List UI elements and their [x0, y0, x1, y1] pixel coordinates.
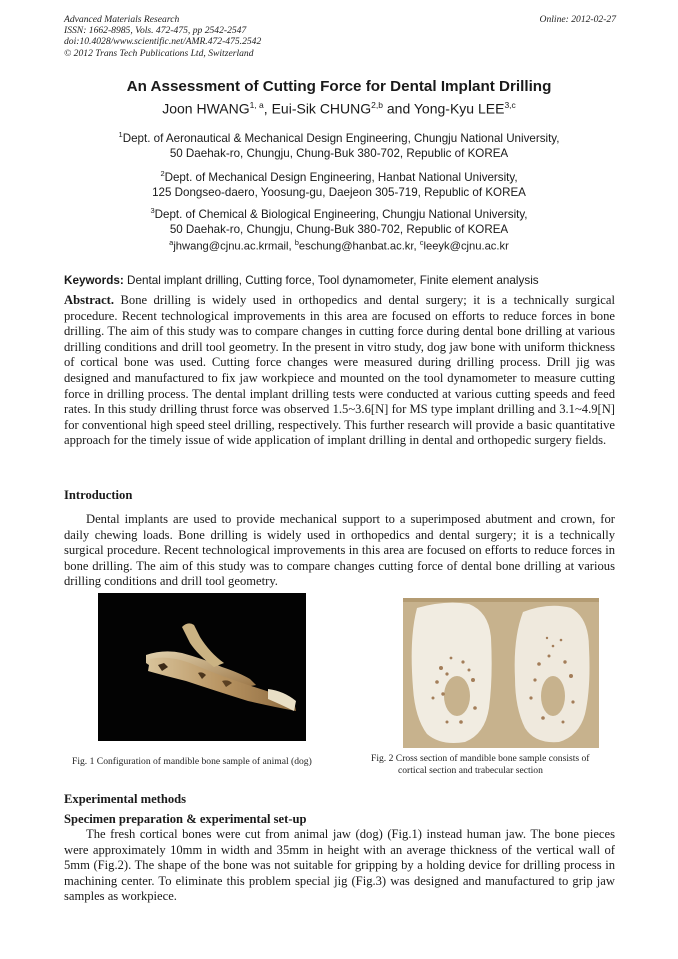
online-date: Online: 2012-02-27 [539, 14, 616, 25]
specimen-paragraph: The fresh cortical bones were cut from animal jaw (dog) (Fig.1) instead human jaw. The bone pieces were approximately 10mm in width and 35mm in height with an average thickness of the vertical wall of 5mm (Fig.2). The shape of the bone was not suitable for gripping by a holding device for drilling process in machining center. To eliminate this problem special jig (Fig.3) was designed and manufactured to grip jaw samples as workpiece. [64, 827, 615, 904]
author-list [0, 100, 678, 117]
affiliation-line: Dept. of Aeronautical & Mechanical Design Engineering, Chungju National University, [122, 131, 560, 145]
figure-2-caption-line: Fig. 2 Cross section of mandible bone sample consists of [371, 753, 590, 764]
email-superscript: a [169, 238, 174, 247]
affiliation-superscript: 2 [160, 169, 165, 178]
affiliation [40, 127, 638, 162]
affiliation [40, 166, 638, 201]
author-separator: and [382, 100, 414, 117]
email-link[interactable]: jhwang@cjnu.ac.krmail [173, 240, 289, 253]
affiliation-line: 125 Dongseo-daero, Yoosung-gu, Daejeon 305-719, Republic of KOREA [152, 186, 526, 200]
keywords-text: Dental implant drilling, Cutting force, Tool dynamometer, Finite element analysis [123, 274, 539, 287]
journal-doi: doi:10.4028/www.scientific.net/AMR.472-475.2542 [64, 36, 262, 48]
author-name: Joon HWANG [162, 100, 250, 117]
author-name: Eui-Sik CHUNG [271, 100, 372, 117]
author-superscript: 3,c [504, 100, 516, 110]
author-separator: , [263, 100, 272, 117]
affiliation-superscript: 1 [118, 130, 123, 139]
abstract-text: Bone drilling is widely used in orthopedics and dental surgery; it is a technically surgical procedure. Recent technological improvements in this area are focused on efforts to reduce forces in bone drilling. The aim of this study was to compare changes in cutting force during dental bone drilling at various drilling conditions and drill tool geometry. In the present in vitro study, dog jaw bone with uniform thickness of cortical bone was used. Cutting force changes were measured during drilling process. Drill jig was designed and manufactured to fix jaw workpiece and mounted on the tool dynamometer to measure cutting force in drilling process. The dental implant drilling tests were conducted at various cutting speeds and feed rates. In this study drilling thrust force was observed 1.5~3.6[N] for MS type implant drilling and 3.1~4.9[N] for conventional high speed steel drilling, respectively. This further research will provide a basic quantitative approach for the timely issue of wide application of implant drilling in dental and orthopedic surgery fields. [64, 293, 615, 448]
affiliation-line: Dept. of Chemical & Biological Engineering, Chungju National University, [154, 207, 528, 221]
email-superscript: c [419, 238, 424, 247]
abstract-label: Abstract. [64, 293, 115, 307]
journal-name: Advanced Materials Research [64, 14, 180, 25]
figure-2-caption [371, 753, 633, 776]
author-superscript: 1, a [249, 100, 264, 110]
email-separator: , [413, 240, 420, 253]
email-link[interactable]: leeyk@cjnu.ac.kr [423, 240, 509, 253]
cross-section-image [403, 598, 599, 748]
journal-header [64, 14, 261, 59]
author-name: Yong-Kyu LEE [413, 100, 505, 117]
abstract [64, 293, 615, 449]
figure-1-caption: Fig. 1 Configuration of mandible bone sample of animal (dog) [72, 756, 312, 767]
affiliation [40, 203, 638, 238]
affiliation-superscript: 3 [150, 206, 155, 215]
affiliation-line: Dept. of Mechanical Design Engineering, Hanbat National University, [164, 170, 518, 184]
email-superscript: b [294, 238, 299, 247]
author-superscript: 2,b [371, 100, 383, 110]
introduction-paragraph: Dental implants are used to provide mechanical support to a superimposed abutment and crown, for daily chewing loads. Bone drilling is widely used in orthopedics and dental surgery; it is a technically surgical procedure. Recent technological improvements in this area are focused on efforts to reduce forces in bone drilling. The aim of this study was to compare changes cutting force of dental bone drilling at various drilling conditions and drill tool geometry. [64, 512, 615, 589]
email-separator: , [288, 240, 295, 253]
subsection-heading-specimen-preparation: Specimen preparation & experimental set-up [64, 812, 307, 826]
journal-copyright: © 2012 Trans Tech Publications Ltd, Switzerland [64, 47, 254, 59]
affiliation-line: 50 Daehak-ro, Chungju, Chung-Buk 380-702, Republic of KOREA [169, 147, 509, 161]
keywords-label: Keywords: [64, 274, 124, 287]
jaw-bone-image [98, 593, 306, 741]
figure-2-cross-section-photo [403, 598, 599, 748]
paper-title: An Assessment of Cutting Force for Dental Implant Drilling [126, 78, 552, 95]
figure-2-caption-line: cortical section and trabecular section [398, 764, 543, 776]
section-heading-introduction: Introduction [64, 488, 133, 502]
section-heading-experimental-methods: Experimental methods [64, 792, 187, 806]
keywords [64, 274, 616, 287]
author-emails [0, 238, 678, 253]
email-link[interactable]: eschung@hanbat.ac.kr [298, 240, 414, 253]
journal-issn: ISSN: 1662-8985, Vols. 472-475, pp 2542-2547 [64, 25, 247, 37]
figure-1-jaw-bone-photo [98, 593, 306, 741]
affiliation-line: 50 Daehak-ro, Chungju, Chung-Buk 380-702, Republic of KOREA [169, 223, 509, 237]
